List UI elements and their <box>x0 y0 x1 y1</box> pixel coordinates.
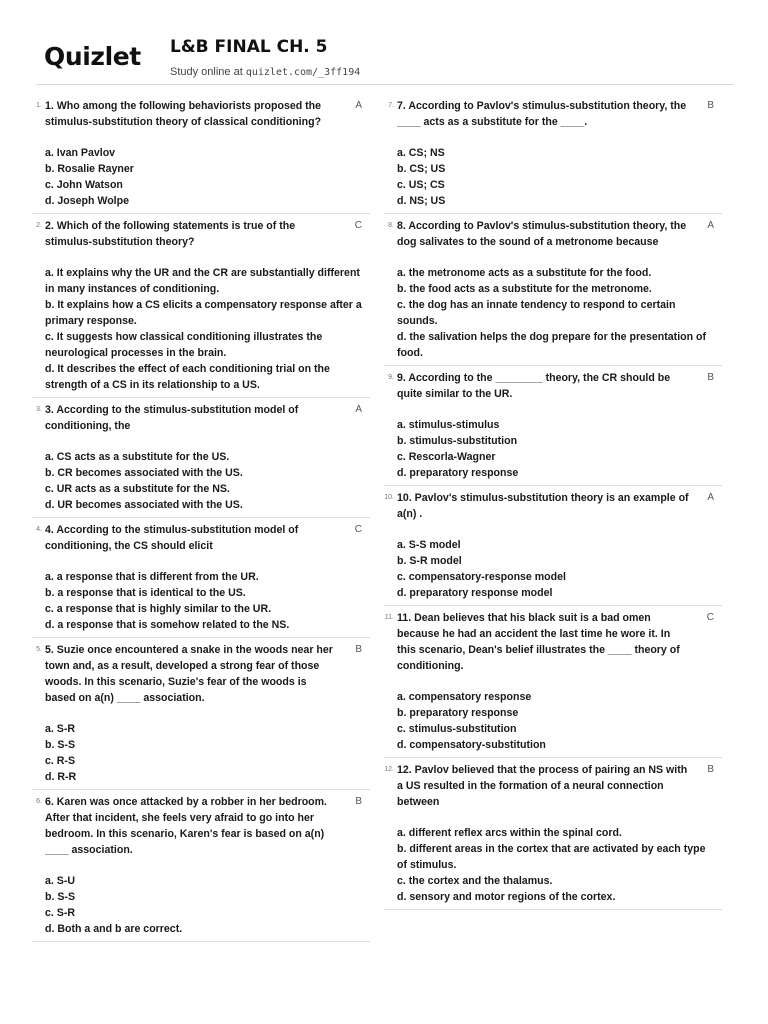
answer-letter: B <box>707 764 714 775</box>
option-item: b. preparatory response <box>397 707 519 719</box>
option-item: c. Rescorla-Wagner <box>397 451 496 463</box>
question-index: 1. <box>36 102 42 109</box>
option-item: d. compensatory-substitution <box>397 739 546 751</box>
study-url-link[interactable]: quizlet.com/_3ff194 <box>245 67 361 78</box>
option-item: a. Ivan Pavlov <box>45 147 116 159</box>
option-item: a. the metronome acts as a substitute for the food. <box>397 267 652 279</box>
question-card <box>32 790 370 942</box>
option-list <box>45 569 370 633</box>
option-item: c. a response that is highly similar to the UR. <box>45 603 272 615</box>
option-item: b. Rosalie Rayner <box>45 163 134 175</box>
question-index: 10. <box>384 494 394 501</box>
option-list <box>45 265 370 393</box>
option-item: d. preparatory response <box>397 467 519 479</box>
option-item: d. preparatory response model <box>397 587 553 599</box>
option-list <box>397 537 722 601</box>
option-item: c. UR acts as a substitute for the NS. <box>45 483 230 495</box>
option-item: a. a response that is different from the UR. <box>45 571 259 583</box>
option-item: c. compensatory-response model <box>397 571 566 583</box>
question-index: 5. <box>36 646 42 653</box>
answer-letter: C <box>354 220 362 231</box>
answer-letter: B <box>707 372 714 383</box>
option-list <box>45 449 370 513</box>
option-item: b. CR becomes associated with the US. <box>45 467 243 479</box>
right-question-column <box>384 94 722 910</box>
option-item: a. different reflex arcs within the spinal cord. <box>397 827 622 839</box>
question-text: 6. Karen was once attacked by a robber in her bedroom. After that incident, she feels very afraid to go into her bedroom. In this scenario, Karen's fear is based on a(n) ____ association. <box>45 796 327 856</box>
question-text: 12. Pavlov believed that the process of pairing an NS with a US resulted in the formation of a neural connection between <box>397 764 688 808</box>
option-item: d. UR becomes associated with the US. <box>45 499 243 511</box>
option-item: c. S-R <box>45 907 76 919</box>
option-item: a. CS acts as a substitute for the US. <box>45 451 230 463</box>
question-text: 5. Suzie once encountered a snake in the woods near her town and, as a result, developed a strong fear of those woods. In this scenario, Suzie's fear of the woods is based on a(n) ____ association. <box>45 644 333 704</box>
question-text: 7. According to Pavlov's stimulus-substitution theory, the ____ acts as a substitute for the ____. <box>397 100 687 128</box>
question-text: 10. Pavlov's stimulus-substitution theory is an example of a(n) . <box>397 492 689 520</box>
header-divider <box>36 84 734 85</box>
question-index: 6. <box>36 798 42 805</box>
option-list <box>45 145 370 209</box>
option-item: b. the food acts as a substitute for the metronome. <box>397 283 652 295</box>
option-item: c. the cortex and the thalamus. <box>397 875 553 887</box>
question-text: 9. According to the ________ theory, the CR should be quite similar to the UR. <box>397 372 671 400</box>
option-list <box>45 721 370 785</box>
question-text: 11. Dean believes that his black suit is a bad omen because he had an accident the last time he wore it. In this scenario, Dean's belief illustrates the ____ theory of conditioning. <box>397 612 680 672</box>
question-card <box>384 486 722 606</box>
option-item: b. It explains how a CS elicits a compensatory response after a primary response. <box>45 299 362 327</box>
left-question-column <box>32 94 370 942</box>
option-item: d. Both a and b are correct. <box>45 923 183 935</box>
question-index: 8. <box>388 222 394 229</box>
option-item: a. S-U <box>45 875 76 887</box>
question-text: 8. According to Pavlov's stimulus-substitution theory, the dog salivates to the sound of a metronome because <box>397 220 687 248</box>
quizlet-logo: Quizlet <box>44 42 141 71</box>
question-text: 4. According to the stimulus-substitution model of conditioning, the CS should elicit <box>45 524 299 552</box>
option-item: d. NS; US <box>397 195 446 207</box>
study-online-prefix: Study online at <box>170 66 246 78</box>
option-item: d. It describes the effect of each conditioning trial on the strength of a CS in its relationship to a US. <box>45 363 330 391</box>
question-index: 12. <box>384 766 394 773</box>
option-item: c. It suggests how classical conditioning illustrates the neurological processes in the brain. <box>45 331 323 359</box>
option-item: b. CS; US <box>397 163 446 175</box>
option-item: b. S-R model <box>397 555 462 567</box>
question-card <box>32 214 370 398</box>
option-list <box>45 873 370 937</box>
option-item: c. stimulus-substitution <box>397 723 517 735</box>
page-header <box>36 30 736 90</box>
question-card <box>384 366 722 486</box>
option-item: b. a response that is identical to the US. <box>45 587 246 599</box>
option-list <box>397 825 722 905</box>
question-text: 1. Who among the following behaviorists proposed the stimulus-substitution theory of classical conditioning? <box>45 100 322 128</box>
option-item: b. stimulus-substitution <box>397 435 518 447</box>
option-item: a. It explains why the UR and the CR are substantially different in many instances of conditioning. <box>45 267 360 295</box>
option-item: c. John Watson <box>45 179 123 191</box>
option-item: b. S-S <box>45 739 76 751</box>
question-text: 2. Which of the following statements is true of the stimulus-substitution theory? <box>45 220 296 248</box>
option-item: c. the dog has an innate tendency to respond to certain sounds. <box>397 299 676 327</box>
option-item: a. CS; NS <box>397 147 445 159</box>
answer-letter: B <box>707 100 714 111</box>
option-item: a. S-S model <box>397 539 461 551</box>
option-list <box>397 145 722 209</box>
question-index: 3. <box>36 406 42 413</box>
answer-letter: B <box>355 796 362 807</box>
answer-letter: A <box>355 100 362 111</box>
option-item: a. stimulus-stimulus <box>397 419 500 431</box>
question-card <box>384 214 722 366</box>
answer-letter: C <box>354 524 362 535</box>
question-card <box>32 398 370 518</box>
question-index: 2. <box>36 222 42 229</box>
option-list <box>397 417 722 481</box>
option-item: d. a response that is somehow related to the NS. <box>45 619 290 631</box>
answer-letter: A <box>355 404 362 415</box>
option-list <box>397 689 722 753</box>
question-card <box>384 606 722 758</box>
option-item: a. compensatory response <box>397 691 532 703</box>
question-card <box>384 758 722 910</box>
option-item: c. R-S <box>45 755 76 767</box>
option-item: c. US; CS <box>397 179 445 191</box>
answer-letter: A <box>707 492 714 503</box>
set-title: L&B FINAL CH. 5 <box>170 37 328 57</box>
question-index: 9. <box>388 374 394 381</box>
option-item: d. Joseph Wolpe <box>45 195 129 207</box>
option-item: b. different areas in the cortex that are activated by each type of stimulus. <box>397 843 706 871</box>
option-item: d. R-R <box>45 771 77 783</box>
answer-letter: C <box>706 612 714 623</box>
question-index: 4. <box>36 526 42 533</box>
option-item: b. S-S <box>45 891 76 903</box>
question-card <box>32 518 370 638</box>
question-card <box>384 94 722 214</box>
option-item: d. sensory and motor regions of the cortex. <box>397 891 616 903</box>
option-item: d. the salivation helps the dog prepare for the presentation of food. <box>397 331 707 359</box>
question-text: 3. According to the stimulus-substitution model of conditioning, the <box>45 404 299 432</box>
question-index: 7. <box>388 102 394 109</box>
question-card <box>32 638 370 790</box>
study-online-line <box>170 66 360 78</box>
question-index: 11. <box>384 614 394 621</box>
answer-letter: A <box>707 220 714 231</box>
option-list <box>397 265 722 361</box>
answer-letter: B <box>355 644 362 655</box>
option-item: a. S-R <box>45 723 76 735</box>
question-card <box>32 94 370 214</box>
